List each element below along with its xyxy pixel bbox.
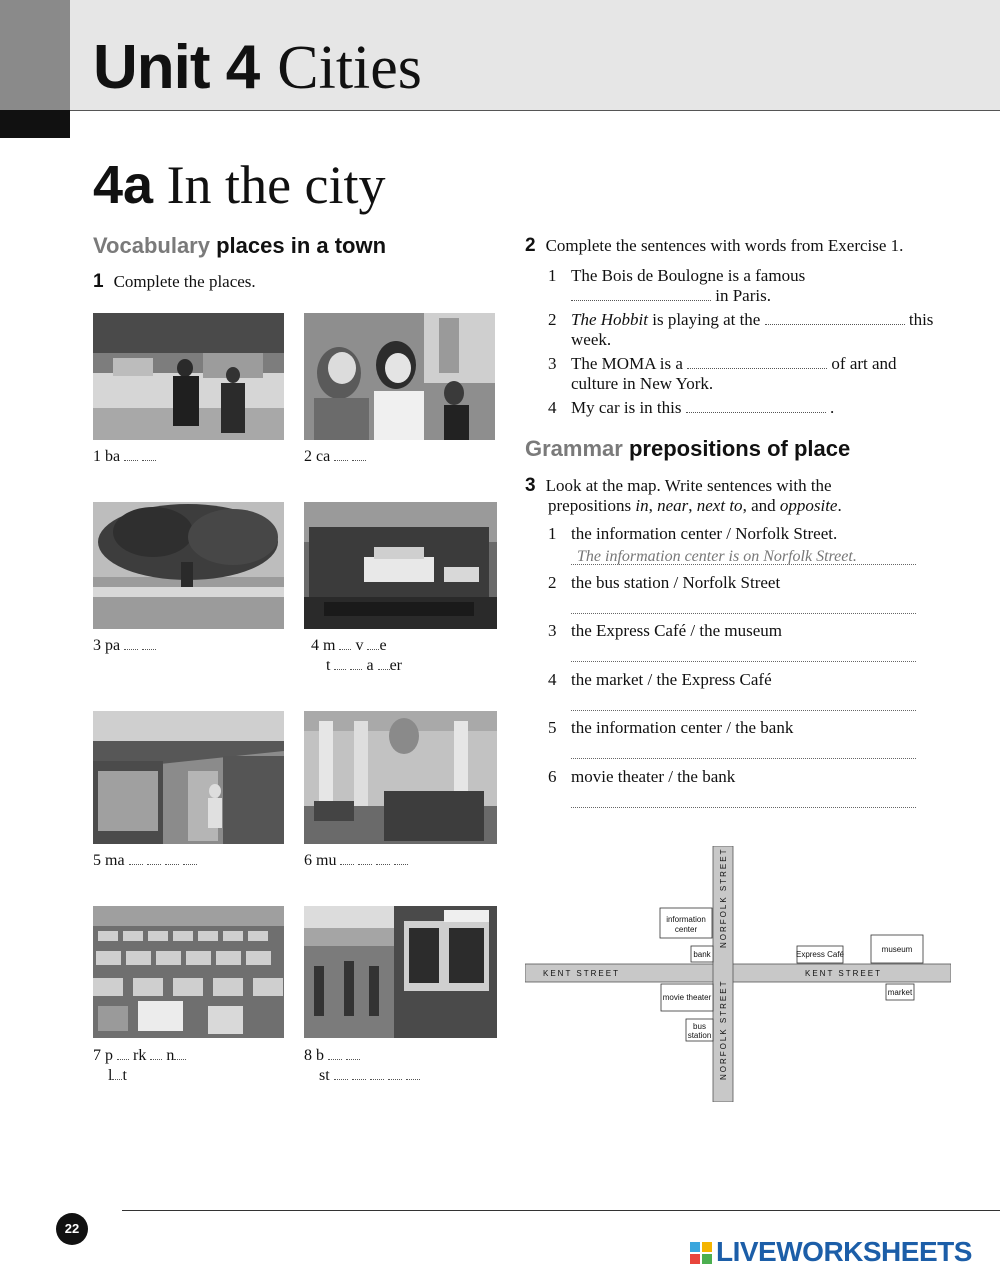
- ex3-item-2: the bus station / Norfolk Street: [571, 573, 781, 592]
- blank[interactable]: [334, 657, 346, 670]
- map-bus-2: station: [687, 1031, 712, 1040]
- blank[interactable]: [142, 448, 156, 461]
- blank[interactable]: [112, 1067, 122, 1080]
- ex2-item-num: 2: [548, 310, 557, 329]
- ex2-number: 2: [525, 235, 536, 256]
- ex3-item-6: movie theater / the bank: [571, 767, 736, 786]
- answer-line-2[interactable]: [571, 597, 916, 614]
- ex2-header: [525, 235, 945, 257]
- grammar-heading-grey: Grammar: [525, 436, 623, 461]
- ex2-item-num: 3: [548, 354, 557, 373]
- ex2-item-num: 4: [548, 398, 557, 417]
- map-express-cafe: Express Café: [795, 950, 845, 959]
- answer-line-6[interactable]: [571, 791, 916, 808]
- caption-7: 7 p rk n: [93, 1046, 186, 1066]
- answer-line-3[interactable]: [571, 645, 916, 662]
- blank[interactable]: [147, 852, 161, 865]
- liveworksheets-logo: [690, 1236, 972, 1268]
- ex2-item-4: My car is in this .: [571, 398, 835, 417]
- ex3-item-num: 3: [548, 621, 557, 640]
- blank[interactable]: [142, 637, 156, 650]
- street-label-kent-east: KENT STREET: [805, 969, 882, 978]
- street-label-norfolk-north: NORFOLK STREET: [719, 847, 728, 948]
- blank[interactable]: [117, 1047, 129, 1060]
- ex3-number: 3: [525, 475, 536, 496]
- lesson-name: In the city: [166, 155, 386, 215]
- ex3-item-1: the information center / Norfolk Street.: [571, 524, 838, 543]
- map-movie-theater: movie theater: [662, 993, 712, 1002]
- lesson-title: [93, 153, 386, 217]
- ex3-item-3: the Express Café / the museum: [571, 621, 783, 640]
- caption-3: 3 pa: [93, 636, 156, 656]
- blank[interactable]: [350, 657, 362, 670]
- footer-rule: [122, 1210, 1000, 1211]
- ex2-item-1: The Bois de Boulogne is a famous: [571, 266, 806, 285]
- ex3-item-num: 5: [548, 718, 557, 737]
- answer-line-5[interactable]: [571, 742, 916, 759]
- ex1-header: [93, 271, 256, 293]
- blank[interactable]: [376, 852, 390, 865]
- blank[interactable]: [183, 852, 197, 865]
- caption-2: 2 ca: [304, 447, 366, 467]
- vocab-heading-black: places in a town: [216, 233, 387, 258]
- ex3-item-num: 6: [548, 767, 557, 786]
- blank[interactable]: [334, 1067, 348, 1080]
- blank[interactable]: [378, 657, 390, 670]
- answer-line-4[interactable]: [571, 694, 916, 711]
- blank[interactable]: [124, 448, 138, 461]
- caption-5: 5 ma: [93, 851, 197, 871]
- caption-4: 4 m v e: [311, 637, 387, 654]
- vocab-heading: [93, 233, 386, 259]
- photo-museum: [304, 711, 497, 844]
- ex1-number: 1: [93, 271, 104, 292]
- blank[interactable]: [124, 637, 138, 650]
- ex2-item-1-line2: in Paris.: [571, 286, 771, 306]
- answer-blank[interactable]: [765, 312, 905, 325]
- photo-movie-theater: [304, 502, 497, 629]
- blank[interactable]: [129, 852, 143, 865]
- photo-park: [93, 502, 284, 629]
- page-number: 22: [56, 1213, 88, 1245]
- unit-label: Unit 4: [93, 33, 260, 102]
- ex2-item-num: 1: [548, 266, 557, 285]
- ex2-item-2-line2: week.: [571, 330, 612, 349]
- blank[interactable]: [328, 1047, 342, 1060]
- ex3-item-5: the information center / the bank: [571, 718, 794, 737]
- ex3-item-4: the market / the Express Café: [571, 670, 772, 689]
- street-map: [525, 846, 951, 1102]
- caption-7-line2: l t: [108, 1067, 127, 1084]
- ex3-item-num: 2: [548, 573, 557, 592]
- photo-cafe: [304, 313, 495, 440]
- ex2-instruction: Complete the sentences with words from Exercise 1.: [545, 236, 904, 255]
- ex1-instruction: Complete the places.: [113, 272, 256, 291]
- map-bus-1: bus: [693, 1022, 706, 1031]
- ex3-item-num: 4: [548, 670, 557, 689]
- grammar-heading-black: prepositions of place: [628, 436, 851, 461]
- blank[interactable]: [388, 1067, 402, 1080]
- blank[interactable]: [394, 852, 408, 865]
- answer-blank[interactable]: [687, 356, 827, 369]
- photo-bus-station: [304, 906, 497, 1038]
- answer-blank[interactable]: [686, 400, 826, 413]
- map-info-center-2: center: [674, 925, 698, 934]
- blank[interactable]: [367, 637, 379, 650]
- caption-6: 6 mu: [304, 851, 408, 871]
- blank[interactable]: [370, 1067, 384, 1080]
- blank[interactable]: [340, 852, 354, 865]
- ex3-item-num: 1: [548, 524, 557, 543]
- answer-blank[interactable]: [571, 288, 711, 301]
- map-market: market: [887, 988, 913, 997]
- liveworksheets-icon: [690, 1242, 712, 1264]
- blank[interactable]: [406, 1067, 420, 1080]
- map-museum: museum: [881, 945, 913, 954]
- street-label-kent-west: KENT STREET: [543, 969, 620, 978]
- photo-parking-lot: [93, 906, 284, 1038]
- caption-8-line2: st: [319, 1066, 420, 1086]
- unit-name: Cities: [277, 34, 422, 102]
- blank[interactable]: [352, 448, 366, 461]
- blank[interactable]: [346, 1047, 360, 1060]
- photo-bank: [93, 313, 284, 440]
- photo-market: [93, 711, 284, 844]
- ex2-item-3: The MOMA is a of art and: [571, 354, 897, 373]
- ex3-instruction: Look at the map. Write sentences with the: [545, 476, 832, 495]
- header-black-tab: [0, 110, 70, 138]
- unit-title: [93, 32, 422, 104]
- street-label-norfolk-south: NORFOLK STREET: [719, 979, 728, 1080]
- ex2-item-2: The Hobbit is playing at the this: [571, 310, 934, 329]
- liveworksheets-wordmark: LIVEWORKSHEETS: [716, 1236, 972, 1267]
- example-answer: The information center is on Norfolk Street.: [577, 548, 857, 565]
- ex3-header: [525, 475, 832, 497]
- lesson-number: 4a: [93, 155, 154, 215]
- blank[interactable]: [334, 448, 348, 461]
- grammar-heading: [525, 436, 850, 462]
- ex3-instruction-line2: prepositions in, near, next to, and opposite.: [548, 496, 842, 515]
- blank[interactable]: [358, 852, 372, 865]
- blank[interactable]: [165, 852, 179, 865]
- map-info-center-1: information: [666, 915, 706, 924]
- vocab-heading-grey: Vocabulary: [93, 233, 210, 258]
- ex2-item-3-line2: culture in New York.: [571, 374, 714, 393]
- blank[interactable]: [150, 1047, 162, 1060]
- blank[interactable]: [174, 1047, 186, 1060]
- caption-8: 8 b: [304, 1046, 360, 1066]
- blank[interactable]: [339, 637, 351, 650]
- caption-4-line2: t a er: [326, 657, 402, 674]
- answer-line-1[interactable]: [571, 548, 916, 565]
- caption-1: 1 ba: [93, 447, 156, 467]
- header-gray-tab: [0, 0, 70, 110]
- blank[interactable]: [352, 1067, 366, 1080]
- map-bank: bank: [693, 950, 711, 959]
